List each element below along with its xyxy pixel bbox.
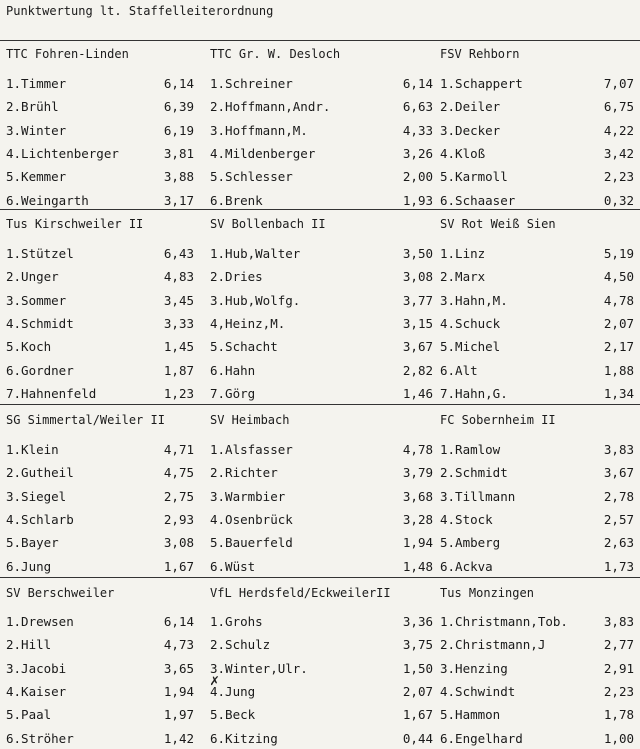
player-name: 7.Hahnenfeld: [6, 385, 97, 401]
player-row: [210, 639, 435, 655]
player-row: [210, 145, 435, 164]
player-score: 2,82: [402, 362, 433, 378]
player-row: [440, 730, 636, 749]
player-row: [440, 558, 636, 577]
player-name: 2.Deiler: [440, 99, 501, 115]
player-name: 3.Decker: [440, 122, 501, 138]
player-name: 1.Christmann,Tob.: [440, 614, 568, 629]
player-row: [6, 145, 196, 164]
player-row: [210, 683, 435, 702]
player-name: 6.Gordner: [6, 362, 74, 378]
player-name: 5.Paal: [6, 707, 52, 723]
player-name: 4.Stock: [440, 511, 493, 527]
player-row: [210, 488, 435, 507]
player-row: [440, 271, 636, 287]
player-row: [440, 292, 636, 311]
player-name: 2.Gutheil: [6, 465, 74, 481]
player-row: [210, 341, 435, 357]
player-name: 2.Dries: [210, 269, 263, 285]
player-row: [6, 271, 196, 287]
player-name: 6.Hahn: [210, 362, 256, 378]
player-row: [210, 292, 435, 311]
player-score: 4,33: [402, 122, 433, 138]
player-name: 6.Wüst: [210, 558, 256, 574]
player-name: 6.Jung: [6, 558, 52, 574]
player-score: 1,94: [402, 535, 433, 551]
player-row: [210, 122, 435, 141]
player-score: 3,08: [402, 269, 433, 285]
player-score: 4,78: [603, 292, 634, 308]
player-name: 3.Warmbier: [210, 488, 286, 504]
player-row: [6, 385, 196, 404]
player-score: 3,88: [163, 169, 194, 185]
player-score: 6,39: [163, 99, 194, 115]
player-score: 1,67: [163, 558, 194, 574]
player-name: 3.Winter: [6, 122, 67, 138]
player-name: 5.Schlesser: [210, 169, 293, 185]
player-score: 1,34: [603, 385, 634, 401]
player-row: [440, 171, 636, 187]
player-name: 1.Drewsen: [6, 614, 74, 629]
player-name: 2.Richter: [210, 465, 278, 481]
player-name: 2.Hill: [6, 637, 52, 653]
player-name: 7.Hahn,G.: [440, 385, 508, 401]
player-name: 4.Kloß: [440, 145, 486, 161]
player-name: 5.Karmoll: [440, 169, 508, 185]
team-name: SV Heimbach: [210, 413, 290, 427]
player-row: [440, 488, 636, 507]
player-row: [6, 248, 196, 264]
player-name: 5.Michel: [440, 339, 501, 355]
player-score: 3,83: [603, 442, 634, 457]
player-score: 2,93: [163, 511, 194, 527]
player-score: 3,42: [603, 145, 634, 161]
player-name: 1.Ramlow: [440, 442, 501, 457]
player-name: 6.Engelhard: [440, 730, 523, 746]
player-row: [210, 537, 435, 553]
player-score: 1,87: [163, 362, 194, 378]
player-row: [210, 315, 435, 334]
player-score: 1,97: [163, 707, 194, 723]
player-row: [6, 467, 196, 483]
player-score: 2,91: [603, 660, 634, 676]
player-score: 1,94: [163, 683, 194, 699]
player-score: 5,19: [603, 246, 634, 261]
team-name: VfL Herdsfeld/EckweilerII: [210, 586, 391, 600]
player-row: [440, 78, 636, 94]
player-name: 3.Hoffmann,M.: [210, 122, 308, 138]
player-name: 4.Osenbrück: [210, 511, 293, 527]
player-name: 3.Sommer: [6, 292, 67, 308]
player-name: 1.Alsfasser: [210, 442, 293, 457]
team-name: Tus Kirschweiler II: [6, 217, 144, 231]
player-row: [440, 122, 636, 141]
player-row: [6, 683, 196, 702]
player-name: 7.Görg: [210, 385, 256, 401]
player-row: [6, 639, 196, 655]
player-score: 0,32: [603, 192, 634, 208]
player-row: [6, 362, 196, 381]
player-name: 6.Schaaser: [440, 192, 516, 208]
player-score: 3,17: [163, 192, 194, 208]
player-row: [440, 385, 636, 404]
player-row: [440, 315, 636, 334]
player-row: [440, 709, 636, 725]
player-score: 4,78: [402, 442, 433, 457]
player-score: 4,83: [163, 269, 194, 285]
player-row: [210, 271, 435, 287]
player-score: 0,44: [402, 730, 433, 746]
player-score: 3,77: [402, 292, 433, 308]
player-name: 1.Linz: [440, 246, 486, 261]
player-name: 4.Kaiser: [6, 683, 67, 699]
player-name: 5.Koch: [6, 339, 52, 355]
player-row: [440, 616, 636, 632]
player-score: 3,65: [163, 660, 194, 676]
player-name: 2.Hoffmann,Andr.: [210, 99, 331, 115]
player-name: 4.Schmidt: [6, 315, 74, 331]
section-divider: [0, 577, 640, 578]
player-name: 2.Marx: [440, 269, 486, 285]
player-name: 5.Schacht: [210, 339, 278, 355]
player-row: [440, 683, 636, 702]
player-name: 4.Mildenberger: [210, 145, 316, 161]
player-row: [440, 660, 636, 679]
player-score: 3,68: [402, 488, 433, 504]
player-name: 2.Unger: [6, 269, 59, 285]
player-score: 3,83: [603, 614, 634, 629]
player-row: [6, 488, 196, 507]
player-row: [6, 444, 196, 460]
player-name: 1.Klein: [6, 442, 59, 457]
player-name: 3.Henzing: [440, 660, 508, 676]
player-score: 1,88: [603, 362, 634, 378]
player-score: 3,67: [603, 465, 634, 481]
player-name: 1.Hub,Walter: [210, 246, 301, 261]
player-name: 6.Ackva: [440, 558, 493, 574]
player-score: 1,23: [163, 385, 194, 401]
player-score: 2,78: [603, 488, 634, 504]
team-name: SG Simmertal/Weiler II: [6, 413, 165, 427]
player-name: 4,Heinz,M.: [210, 315, 286, 331]
player-row: [210, 558, 435, 577]
player-score: 1,73: [603, 558, 634, 574]
player-name: 2.Christmann,J: [440, 637, 546, 653]
player-name: 3.Tillmann: [440, 488, 516, 504]
player-row: [6, 171, 196, 187]
player-score: 6,14: [402, 76, 433, 91]
player-score: 3,50: [402, 246, 433, 261]
player-score: 2,63: [603, 535, 634, 551]
player-score: 4,71: [163, 442, 194, 457]
player-row: [210, 709, 435, 725]
player-row: [210, 362, 435, 381]
player-score: 2,75: [163, 488, 194, 504]
player-name: 5.Hammon: [440, 707, 501, 723]
player-name: 1.Schappert: [440, 76, 523, 91]
player-score: 3,67: [402, 339, 433, 355]
player-name: 3.Winter,Ulr.: [210, 660, 308, 676]
player-score: 3,28: [402, 511, 433, 527]
team-name: FSV Rehborn: [440, 47, 520, 61]
player-name: 4.Schuck: [440, 315, 501, 331]
player-score: 6,43: [163, 246, 194, 261]
player-score: 1,93: [402, 192, 433, 208]
page-title: Punktwertung lt. Staffelleiterordnung: [6, 4, 274, 18]
player-name: 6.Weingarth: [6, 192, 89, 208]
player-row: [440, 341, 636, 357]
team-name: Tus Monzingen: [440, 586, 534, 600]
player-name: 3.Hub,Wolfg.: [210, 292, 301, 308]
player-name: 1.Grohs: [210, 614, 263, 629]
player-row: [6, 78, 196, 94]
player-name: 4.Jung: [210, 683, 256, 699]
section-divider: [0, 40, 640, 41]
player-row: [6, 101, 196, 117]
player-name: 6.Brenk: [210, 192, 263, 208]
player-name: 5.Bayer: [6, 535, 59, 551]
player-score: 1,46: [402, 385, 433, 401]
player-name: 4.Schwindt: [440, 683, 516, 699]
player-name: 3.Siegel: [6, 488, 67, 504]
player-row: [6, 292, 196, 311]
player-row: [440, 511, 636, 530]
player-row: [6, 537, 196, 553]
player-score: 4,73: [163, 637, 194, 653]
player-score: 3,75: [402, 637, 433, 653]
player-row: [6, 511, 196, 530]
player-row: [440, 639, 636, 655]
player-score: 2,23: [603, 683, 634, 699]
player-score: 4,50: [603, 269, 634, 285]
player-name: 2.Brühl: [6, 99, 59, 115]
player-name: 5.Kemmer: [6, 169, 67, 185]
player-name: 6.Alt: [440, 362, 478, 378]
player-row: [6, 558, 196, 577]
team-name: SV Bollenbach II: [210, 217, 326, 231]
player-name: 1.Timmer: [6, 76, 67, 91]
player-row: [440, 537, 636, 553]
player-name: 6.Kitzing: [210, 730, 278, 746]
player-name: 3.Jacobi: [6, 660, 67, 676]
player-row: [210, 171, 435, 187]
player-row: [440, 362, 636, 381]
player-score: 3,45: [163, 292, 194, 308]
player-row: [6, 660, 196, 679]
player-row: [210, 444, 435, 460]
player-score: 2,77: [603, 637, 634, 653]
player-score: 1,42: [163, 730, 194, 746]
player-name: 4.Lichtenberger: [6, 145, 119, 161]
player-row: [6, 730, 196, 749]
player-row: [440, 444, 636, 460]
player-score: 3,36: [402, 614, 433, 629]
player-score: 3,26: [402, 145, 433, 161]
player-score: 6,75: [603, 99, 634, 115]
player-name: 5.Beck: [210, 707, 256, 723]
player-score: 7,07: [603, 76, 634, 91]
player-row: [440, 145, 636, 164]
player-score: 1,45: [163, 339, 194, 355]
player-name: 3.Hahn,M.: [440, 292, 508, 308]
team-name: SV Rot Weiß Sien: [440, 217, 556, 231]
player-score: 2,57: [603, 511, 634, 527]
player-row: [210, 730, 435, 749]
player-score: 4,22: [603, 122, 634, 138]
player-row: [440, 467, 636, 483]
player-name: 1.Schreiner: [210, 76, 293, 91]
player-row: [210, 616, 435, 632]
team-name: SV Berschweiler: [6, 586, 115, 600]
player-row: [440, 248, 636, 264]
section-divider: [0, 209, 640, 210]
player-name: 4.Schlarb: [6, 511, 74, 527]
player-row: [210, 78, 435, 94]
team-name: TTC Gr. W. Desloch: [210, 47, 341, 61]
player-score: 1,78: [603, 707, 634, 723]
player-row: [210, 101, 435, 117]
player-score: 3,15: [402, 315, 433, 331]
player-row: [210, 467, 435, 483]
team-name: FC Sobernheim II: [440, 413, 556, 427]
player-row: [210, 248, 435, 264]
player-score: 2,17: [603, 339, 634, 355]
player-row: [210, 660, 435, 679]
player-row: [210, 385, 435, 404]
player-score: 1,48: [402, 558, 433, 574]
player-score: 6,14: [163, 76, 194, 91]
player-score: 6,14: [163, 614, 194, 629]
player-row: [210, 511, 435, 530]
player-name: 5.Amberg: [440, 535, 501, 551]
section-divider: [0, 404, 640, 405]
player-score: 3,33: [163, 315, 194, 331]
player-name: 2.Schmidt: [440, 465, 508, 481]
player-score: 3,08: [163, 535, 194, 551]
player-score: 6,63: [402, 99, 433, 115]
player-score: 3,79: [402, 465, 433, 481]
handwritten-cross-mark: ✗: [210, 671, 220, 689]
player-name: 5.Bauerfeld: [210, 535, 293, 551]
team-name: TTC Fohren-Linden: [6, 47, 129, 61]
player-score: 2,07: [402, 683, 433, 699]
player-score: 1,00: [603, 730, 634, 746]
player-score: 2,07: [603, 315, 634, 331]
player-row: [6, 315, 196, 334]
player-row: [6, 709, 196, 725]
player-row: [6, 616, 196, 632]
player-score: 2,23: [603, 169, 634, 185]
player-score: 6,19: [163, 122, 194, 138]
player-score: 3,81: [163, 145, 194, 161]
player-name: 6.Ströher: [6, 730, 74, 746]
player-score: 1,50: [402, 660, 433, 676]
player-score: 2,00: [402, 169, 433, 185]
player-name: 2.Schulz: [210, 637, 271, 653]
player-row: [6, 341, 196, 357]
player-row: [6, 122, 196, 141]
player-name: 1.Stützel: [6, 246, 74, 261]
player-score: 4,75: [163, 465, 194, 481]
player-row: [440, 101, 636, 117]
player-score: 1,67: [402, 707, 433, 723]
